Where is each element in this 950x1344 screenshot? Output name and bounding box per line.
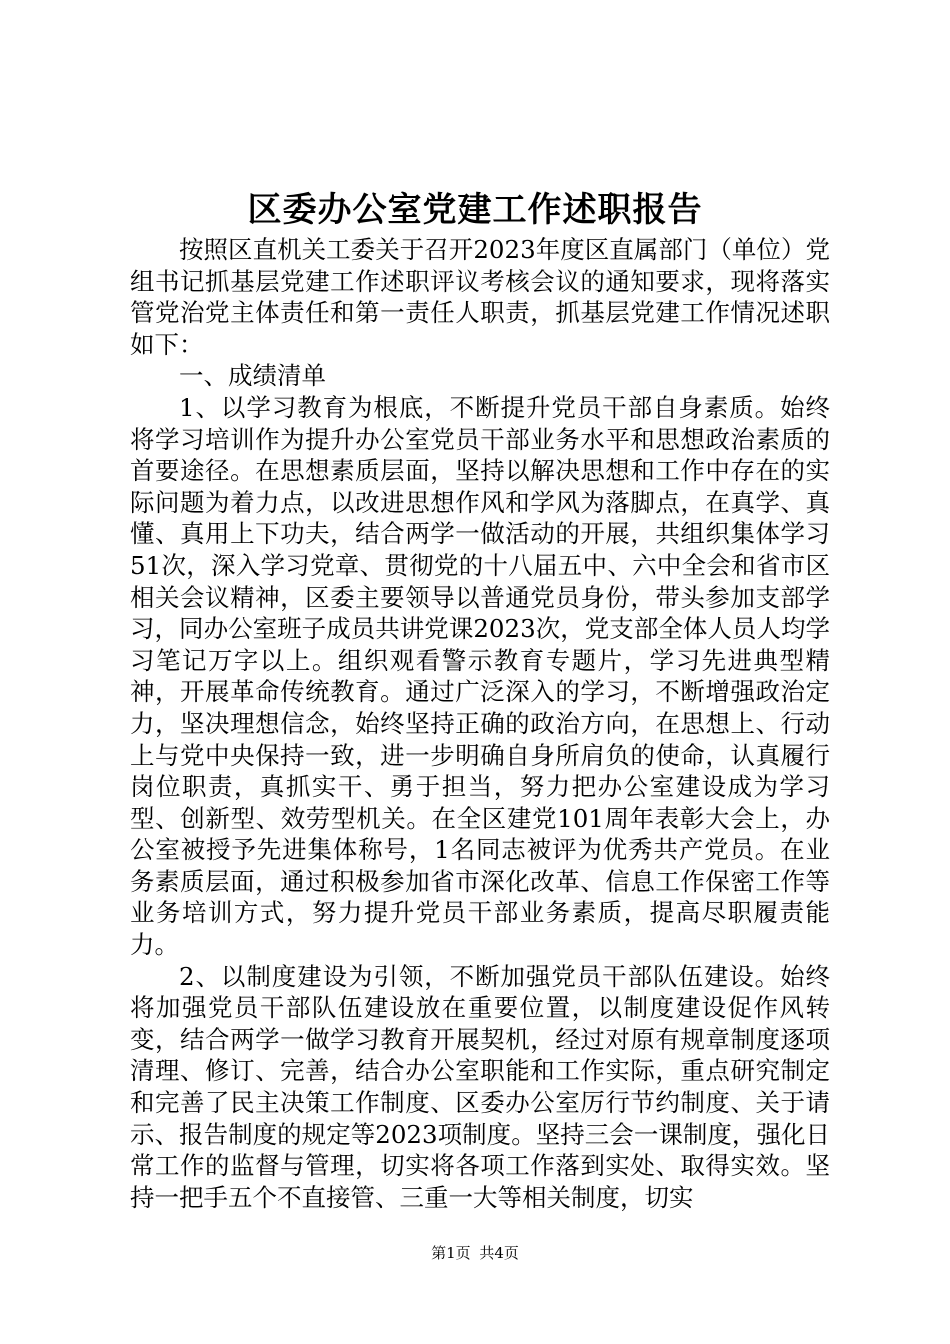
body-paragraph: 2、以制度建设为引领，不断加强党员干部队伍建设。始终将加强党员干部队伍建设放在重要位置，以制度建设促作风转变，结合两学一做学习教育开展契机，经过对原有规章制度逐项清理、修订、完善，结合办公室职能和工作实际，重点研究制定和完善了民主决策工作制度、区委办公室厉行节约制度、关于请示、报告制度的规定等2023项制度。坚持三会一课制度，强化日常工作的监督与管理，切实将各项工作落到实处、取得实效。坚持一把手五个不直接管、三重一大等相关制度，切实 [130, 961, 830, 1212]
intro-paragraph: 按照区直机关工委关于召开2023年度区直属部门（单位）党组书记抓基层党建工作述职评议考核会议的通知要求，现将落实管党治党主体责任和第一责任人职责，抓基层党建工作情况述职如下： [130, 235, 830, 359]
body-paragraph: 1、以学习教育为根底，不断提升党员干部自身素质。始终将学习培训作为提升办公室党员干部业务水平和思想政治素质的首要途径。在思想素质层面，坚持以解决思想和工作中存在的实际问题为着力点，以改进思想作风和学风为落脚点，在真学、真懂、真用上下功夫，结合两学一做活动的开展，共组织集体学习51次，深入学习党章、贯彻党的十八届五中、六中全会和省市区相关会议精神，区委主要领导以普通党员身份，带头参加支部学习，同办公室班子成员共讲党课2023次，党支部全体人员人均学习笔记万字以上。组织观看警示教育专题片，学习先进典型精神，开展革命传统教育。通过广泛深入的学习，不断增强政治定力，坚决理想信念，始终坚持正确的政治方向，在思想上、行动上与党中央保持一致，进一步明确自身所肩负的使命，认真履行岗位职责，真抓实干、勇于担当，努力把办公室建设成为学习型、创新型、效劳型机关。在全区建党101周年表彰大会上，办公室被授予先进集体称号，1名同志被评为优秀共产党员。在业务素质层面，通过积极参加省市深化改革、信息工作保密工作等业务培训方式，努力提升党员干部业务素质，提高尽职履责能力。 [130, 392, 830, 960]
page-total: 共4页 [479, 1244, 519, 1262]
page-number: 第1页 [431, 1244, 471, 1262]
page-footer [0, 1242, 950, 1263]
document-title: 区委办公室党建工作述职报告 [247, 190, 703, 230]
section-heading: 一、成绩清单 [179, 361, 326, 391]
document-body [130, 234, 830, 1213]
